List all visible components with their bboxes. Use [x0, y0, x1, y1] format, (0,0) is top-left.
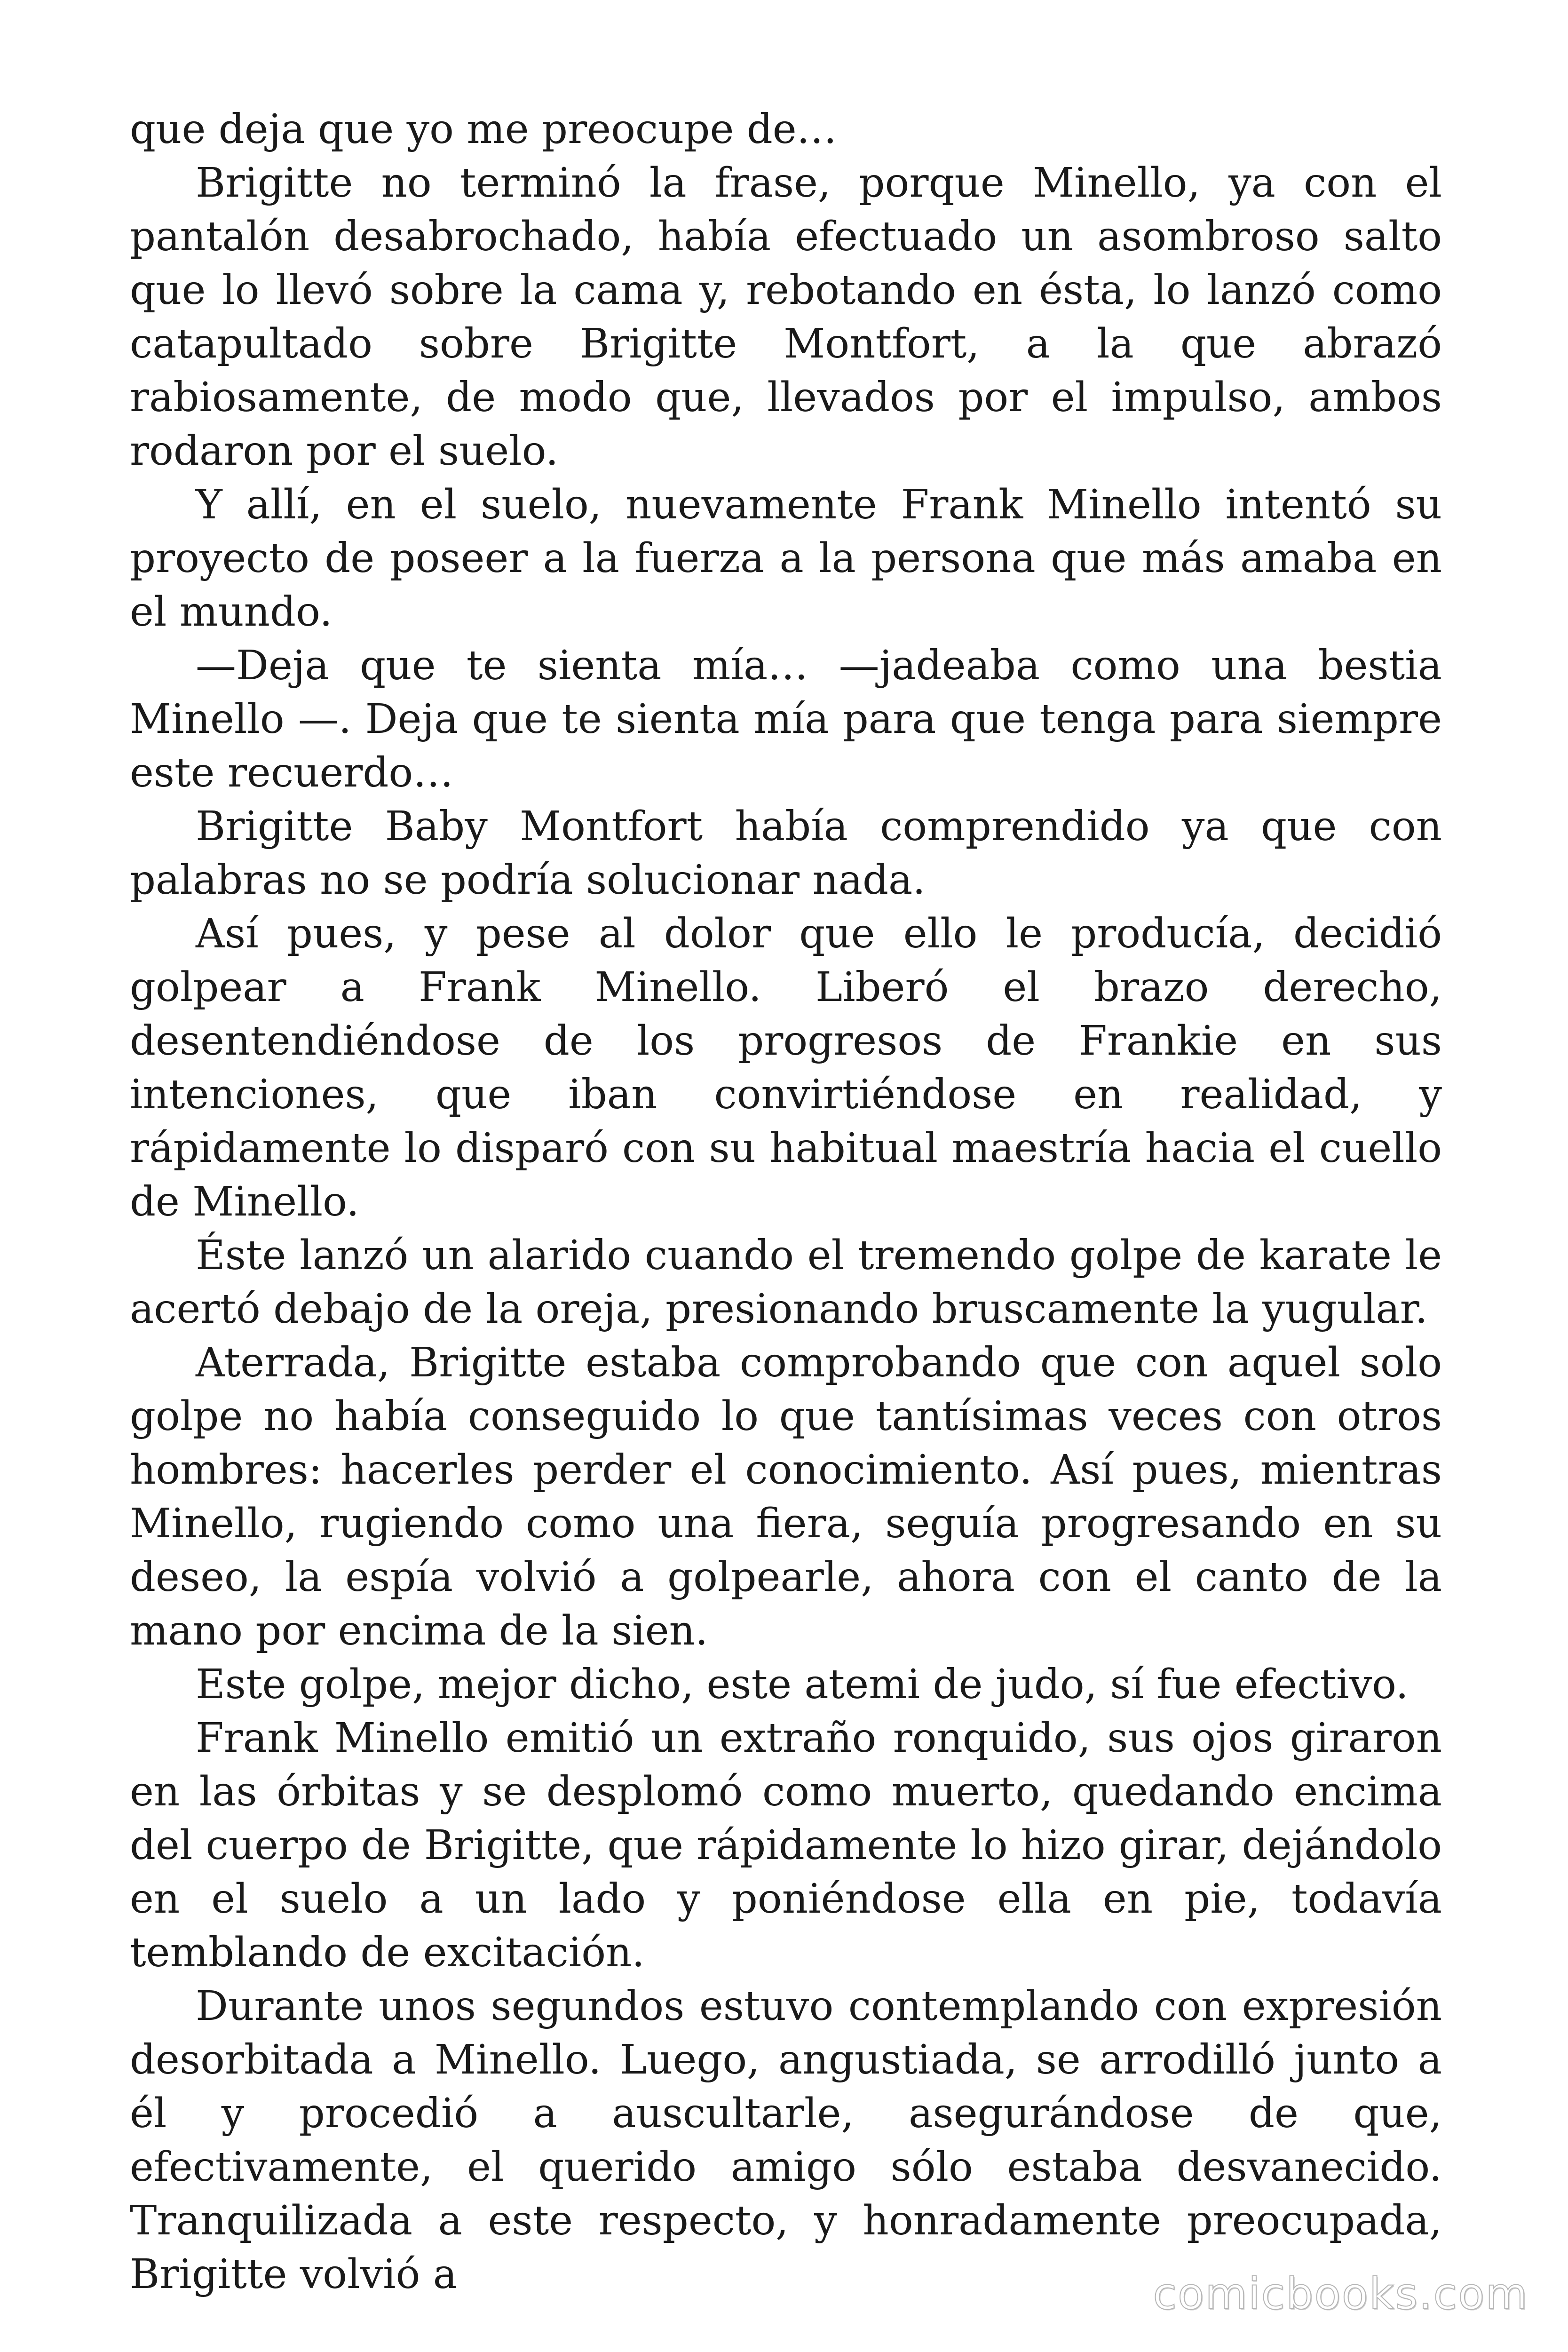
paragraph: Brigitte Baby Montfort había comprendido ya que con palabras no se podría solucionar nada. [130, 803, 1442, 904]
paragraph: Aterrada, Brigitte estaba comprobando que con aquel solo golpe no había conseguido lo que tantísimas veces con otros hombres: hacerles perder el conocimiento. Así pues, mientras Minello, rugiendo como una fiera, seguía progresando en su deseo, la espía volvió a golpearle, ahora con el canto de la mano por encima de la sien. [130, 1339, 1442, 1654]
paragraph: Durante unos segundos estuvo contemplando con expresión desorbitada a Minello. Luego, angustiada, se arrodilló junto a él y procedió a auscultarle, asegurándose de que, efectivamente, el querido amigo sólo estaba desvanecido. Tranquilizada a este respecto, y honradamente preocupada, Brigitte volvió a [130, 1983, 1442, 2298]
site-watermark: comicbooks.com [1153, 2269, 1528, 2319]
dialogue-paragraph: —Deja que te sienta mía… —jadeaba como una bestia Minello —. Deja que te sienta mía para que tenga para siempre este recuerdo… [130, 642, 1442, 796]
paragraph: Y allí, en el suelo, nuevamente Frank Minello intentó su proyecto de poseer a la fuerza a la persona que más amaba en el mundo. [130, 481, 1442, 636]
page-body [130, 103, 1442, 2301]
paragraph: Brigitte no terminó la frase, porque Minello, ya con el pantalón desabrochado, había efectuado un asombroso salto que lo llevó sobre la cama y, rebotando en ésta, lo lanzó como catapultado sobre Brigitte Montfort, a la que abrazó rabiosamente, de modo que, llevados por el impulso, ambos rodaron por el suelo. [130, 159, 1442, 475]
paragraph: Así pues, y pese al dolor que ello le producía, decidió golpear a Frank Minello. Liberó el brazo derecho, desentendiéndose de los progresos de Frankie en sus intenciones, que iban convirtiéndose en realidad, y rápidamente lo disparó con su habitual maestría hacia el cuello de Minello. [130, 910, 1442, 1225]
paragraph: Éste lanzó un alarido cuando el tremendo golpe de karate le acertó debajo de la oreja, presionando bruscamente la yugular. [130, 1232, 1442, 1333]
paragraph-continuation: que deja que yo me preocupe de… [130, 106, 837, 153]
paragraph: Frank Minello emitió un extraño ronquido, sus ojos giraron en las órbitas y se desplomó como muerto, quedando encima del cuerpo de Brigitte, que rápidamente lo hizo girar, dejándolo en el suelo a un lado y poniéndose ella en pie, todavía temblando de excitación. [130, 1715, 1442, 1976]
paragraph: Este golpe, mejor dicho, este atemi de judo, sí fue efectivo. [196, 1661, 1409, 1708]
